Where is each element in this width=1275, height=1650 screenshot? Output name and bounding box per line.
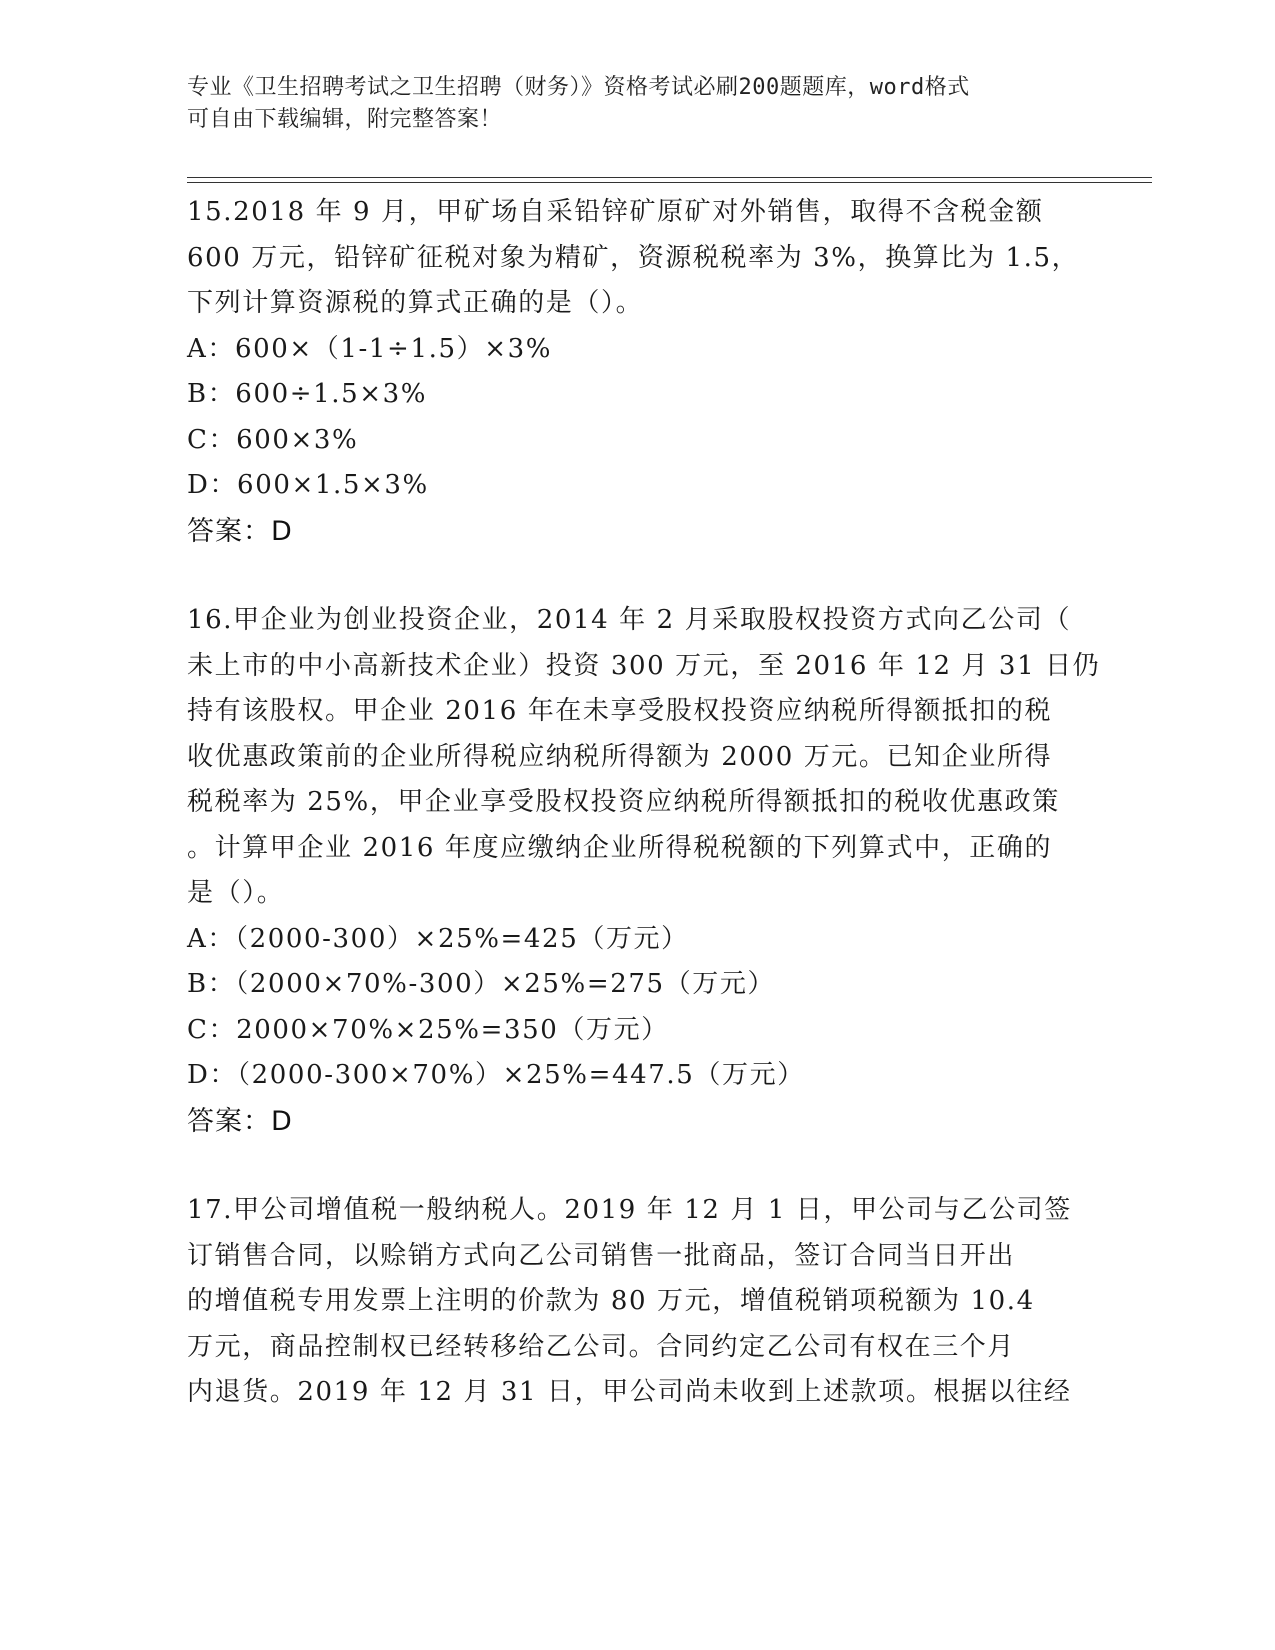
- question-stem-line: 持有该股权。甲企业 2016 年在未享受股权投资应纳税所得额抵扣的税: [187, 696, 1053, 726]
- question-stem-line: 税税率为 25%，甲企业享受股权投资应纳税所得额抵扣的税收优惠政策: [187, 787, 1060, 817]
- option-d: D：600×1.5×3%: [187, 470, 429, 500]
- option-b: B：600÷1.5×3%: [187, 379, 428, 409]
- question-stem-line: 15.2018 年 9 月，甲矿场自采铅锌矿原矿对外销售，取得不含税金额: [187, 197, 1044, 227]
- question-stem-line: 是（）。: [187, 878, 285, 908]
- question-stem-line: 。计算甲企业 2016 年度应缴纳企业所得税税额的下列算式中，正确的: [187, 832, 1053, 863]
- question-stem-line: 的增值税专用发票上注明的价款为 80 万元，增值税销项税额为 10.4: [187, 1286, 1035, 1316]
- option-a: A：（2000-300）×25%=425（万元）: [187, 923, 689, 954]
- answer-label: 答案：D: [187, 1105, 293, 1137]
- option-a: A：600×（1-1÷1.5）×3%: [187, 333, 553, 364]
- question-list: [187, 190, 1101, 1416]
- question-16: [187, 598, 1101, 1144]
- question-stem-line: 下列计算资源税的算式正确的是（）。: [187, 288, 644, 318]
- question-stem-line: 万元，商品控制权已经转移给乙公司。合同约定乙公司有权在三个月: [187, 1331, 1016, 1362]
- document-header: [187, 72, 1087, 136]
- header-title-line-1: 专业《卫生招聘考试之卫生招聘（财务）》资格考试必刷200题题库，word格式: [187, 75, 970, 100]
- option-c: C：2000×70%×25%=350（万元）: [187, 1014, 669, 1045]
- option-b: B：（2000×70%-300）×25%=275（万元）: [187, 969, 776, 999]
- option-d: D：（2000-300×70%）×25%=447.5（万元）: [187, 1060, 805, 1090]
- question-stem-line: 未上市的中小高新技术企业）投资 300 万元，至 2016 年 12 月 31 日仍: [187, 650, 1101, 681]
- answer-label: 答案：D: [187, 515, 293, 547]
- header-divider-bottom: [187, 182, 1152, 183]
- question-stem-line: 订销售合同，以赊销方式向乙公司销售一批商品，签订合同当日开出: [187, 1240, 1016, 1271]
- question-spacer: [187, 554, 1097, 598]
- question-stem-line: 内退货。2019 年 12 月 31 日，甲公司尚未收到上述款项。根据以往经: [187, 1377, 1072, 1407]
- header-divider-top: [187, 177, 1152, 178]
- question-17: [187, 1188, 1097, 1416]
- question-spacer: [187, 1144, 1097, 1188]
- option-c: C：600×3%: [187, 424, 359, 455]
- question-stem-line: 17.甲公司增值税一般纳税人。2019 年 12 月 1 日，甲公司与乙公司签: [187, 1195, 1072, 1225]
- question-stem-line: 600 万元，铅锌矿征税对象为精矿，资源税税率为 3%，换算比为 1.5，: [187, 242, 1080, 273]
- header-title-line-2: 可自由下载编辑，附完整答案！: [187, 107, 503, 132]
- question-stem-line: 收优惠政策前的企业所得税应纳税所得额为 2000 万元。已知企业所得: [187, 741, 1053, 772]
- question-stem-line: 16.甲企业为创业投资企业，2014 年 2 月采取股权投资方式向乙公司（: [187, 605, 1072, 635]
- question-15: [187, 190, 1097, 554]
